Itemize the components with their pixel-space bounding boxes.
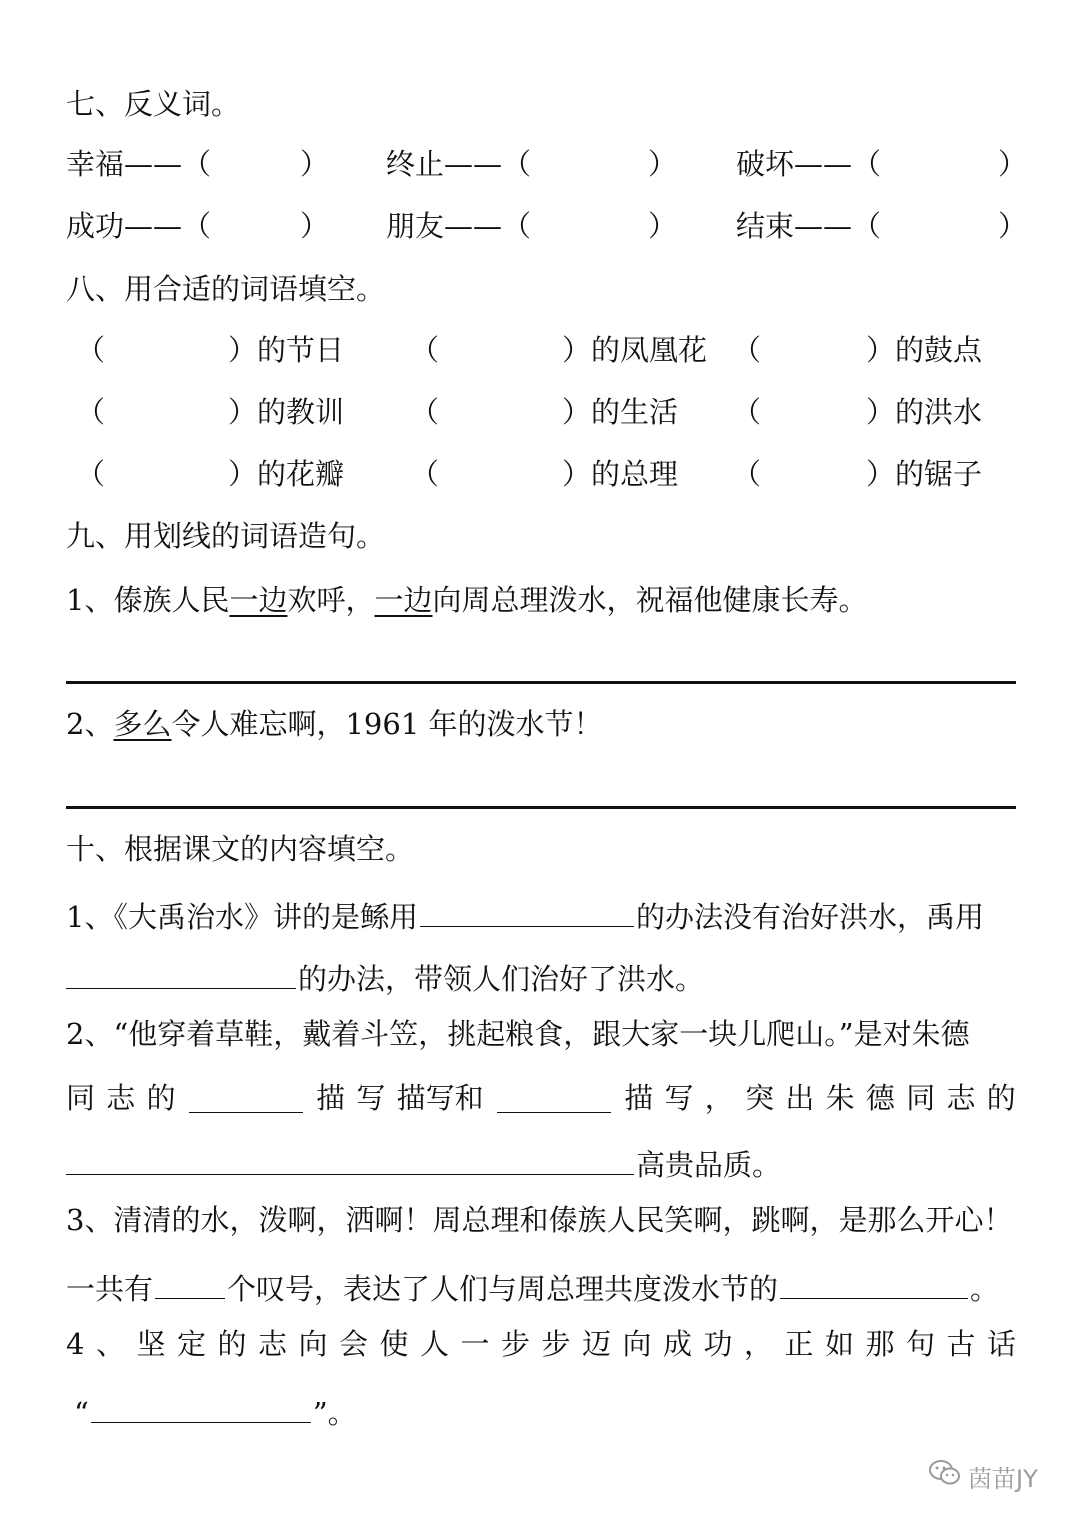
fill-blank[interactable] — [66, 958, 296, 989]
fill-item: ）的节日 — [228, 333, 345, 367]
char: 4 — [66, 1327, 85, 1361]
char: 句 — [905, 1327, 935, 1361]
char: 志 — [946, 1081, 976, 1115]
char: 使 — [379, 1327, 409, 1361]
fill-blank[interactable] — [66, 1144, 634, 1175]
section-8-title: 八、用合适的词语填空。 — [66, 272, 386, 306]
answer-line[interactable] — [66, 806, 1016, 809]
q2-text: 描写和 — [396, 1081, 484, 1115]
section-10-title: 十、根据课文的内容填空。 — [66, 832, 415, 866]
char: 描 — [316, 1081, 346, 1115]
fill-open: （ — [732, 333, 762, 367]
section-7-title: 七、反义词。 — [66, 87, 241, 121]
fill-blank[interactable] — [780, 1268, 968, 1299]
char: 古 — [946, 1327, 976, 1361]
q3-text: 一共有 — [66, 1272, 154, 1306]
watermark-text: 茵苗JY — [968, 1464, 1038, 1493]
antonym-close: ） — [648, 147, 678, 181]
fill-blank[interactable] — [189, 1082, 303, 1113]
char: 志 — [106, 1081, 136, 1115]
fill-q2-line2 — [66, 1082, 1016, 1113]
char: 人 — [419, 1327, 449, 1361]
char: 步 — [500, 1327, 530, 1361]
q3-text: 。 — [970, 1272, 1000, 1306]
fill-open: （ — [76, 395, 106, 429]
antonym-item: 朋友——（ — [386, 209, 532, 243]
fill-blank[interactable] — [420, 896, 634, 927]
antonym-item: 结束——（ — [736, 209, 882, 243]
fill-q1-line1 — [66, 896, 984, 932]
q1-text: 向周总理泼水，祝福他健康长寿。 — [432, 583, 868, 617]
char: ， — [704, 1081, 734, 1115]
q1-text: 1、《大禹治水》讲的是鲧用 — [66, 900, 418, 934]
fill-open: （ — [410, 457, 440, 491]
char: 步 — [541, 1327, 571, 1361]
char: 定 — [176, 1327, 206, 1361]
char: 、 — [95, 1327, 125, 1361]
char: 迈 — [581, 1327, 611, 1361]
char: 那 — [865, 1327, 895, 1361]
answer-line[interactable] — [66, 681, 1016, 684]
char: 会 — [338, 1327, 368, 1361]
antonym-close: ） — [998, 147, 1028, 181]
fill-q3-line1: 3、清清的水，泼啊，洒啊！周总理和傣族人民笑啊，跳啊，是那么开心！ — [66, 1203, 1013, 1237]
fill-blank[interactable] — [91, 1392, 311, 1423]
q1-text: 欢呼， — [287, 583, 375, 617]
fill-q2-line1: 2、“他穿着草鞋，戴着斗笠，挑起粮食，跟大家一块儿爬山。”是对朱德 — [66, 1017, 970, 1051]
fill-item: ）的锯子 — [866, 457, 983, 491]
q1-text: 1、傣族人民 — [66, 583, 230, 617]
antonym-close: ） — [300, 147, 330, 181]
char: 同 — [906, 1081, 936, 1115]
fill-open: （ — [410, 395, 440, 429]
antonym-close: ） — [648, 209, 678, 243]
underlined-word: 一边 — [374, 583, 433, 617]
fill-item: ）的凤凰花 — [562, 333, 708, 367]
q1-text: 的办法，带领人们治好了洪水。 — [298, 962, 705, 996]
char: 的 — [146, 1081, 176, 1115]
char: 的 — [986, 1081, 1016, 1115]
antonym-close: ） — [300, 209, 330, 243]
quote-close: ”。 — [312, 1396, 357, 1430]
fill-q3-line2 — [66, 1268, 999, 1304]
watermark — [928, 1458, 1038, 1494]
char: ， — [743, 1327, 773, 1361]
char: 朱 — [825, 1081, 855, 1115]
q3-text: 个叹号，表达了人们与周总理共度泼水节的 — [227, 1272, 779, 1306]
section-9-title: 九、用划线的词语造句。 — [66, 519, 386, 553]
char: 的 — [217, 1327, 247, 1361]
fill-item: ）的教训 — [228, 395, 345, 429]
fill-item: ）的生活 — [562, 395, 679, 429]
fill-item: ）的花瓣 — [228, 457, 345, 491]
char: 向 — [298, 1327, 328, 1361]
char: 坚 — [136, 1327, 166, 1361]
char: 德 — [865, 1081, 895, 1115]
fill-q4-line2 — [74, 1392, 357, 1428]
fill-open: （ — [732, 457, 762, 491]
char: 向 — [622, 1327, 652, 1361]
q2-text: 高贵品质。 — [636, 1148, 782, 1182]
underlined-word: 一边 — [229, 583, 288, 617]
fill-q2-line3 — [66, 1144, 781, 1180]
char: 描 — [624, 1081, 654, 1115]
sentence-q1 — [66, 583, 868, 617]
char: 如 — [824, 1327, 854, 1361]
char: 出 — [785, 1081, 815, 1115]
fill-blank[interactable] — [155, 1268, 225, 1299]
underlined-word: 多么 — [113, 707, 172, 741]
fill-open: （ — [76, 457, 106, 491]
quote-open: “ — [74, 1396, 89, 1430]
char: 正 — [784, 1327, 814, 1361]
fill-item: ）的鼓点 — [866, 333, 983, 367]
char: 写 — [664, 1081, 694, 1115]
antonym-close: ） — [998, 209, 1028, 243]
antonym-item: 破坏——（ — [736, 147, 882, 181]
fill-item: ）的总理 — [562, 457, 679, 491]
fill-q1-line2 — [66, 958, 704, 994]
q2-text: 令人难忘啊，1961 年的泼水节！ — [171, 707, 603, 741]
fill-open: （ — [732, 395, 762, 429]
q1-text: 的办法没有治好洪水，禹用 — [635, 900, 984, 934]
char: 成 — [662, 1327, 692, 1361]
char: 突 — [745, 1081, 775, 1115]
char: 志 — [257, 1327, 287, 1361]
fill-item: ）的洪水 — [866, 395, 983, 429]
antonym-item: 成功——（ — [66, 209, 212, 243]
fill-q4-line1 — [66, 1327, 1016, 1361]
wechat-icon — [928, 1458, 968, 1494]
q2-text: 2、 — [66, 707, 114, 741]
char: 同 — [66, 1081, 96, 1115]
fill-blank[interactable] — [497, 1082, 611, 1113]
char: 话 — [986, 1327, 1016, 1361]
antonym-item: 终止——（ — [386, 147, 532, 181]
sentence-q2 — [66, 707, 603, 741]
char: 一 — [460, 1327, 490, 1361]
char: 写 — [356, 1081, 386, 1115]
char: 功 — [703, 1327, 733, 1361]
fill-open: （ — [410, 333, 440, 367]
fill-open: （ — [76, 333, 106, 367]
antonym-item: 幸福——（ — [66, 147, 212, 181]
